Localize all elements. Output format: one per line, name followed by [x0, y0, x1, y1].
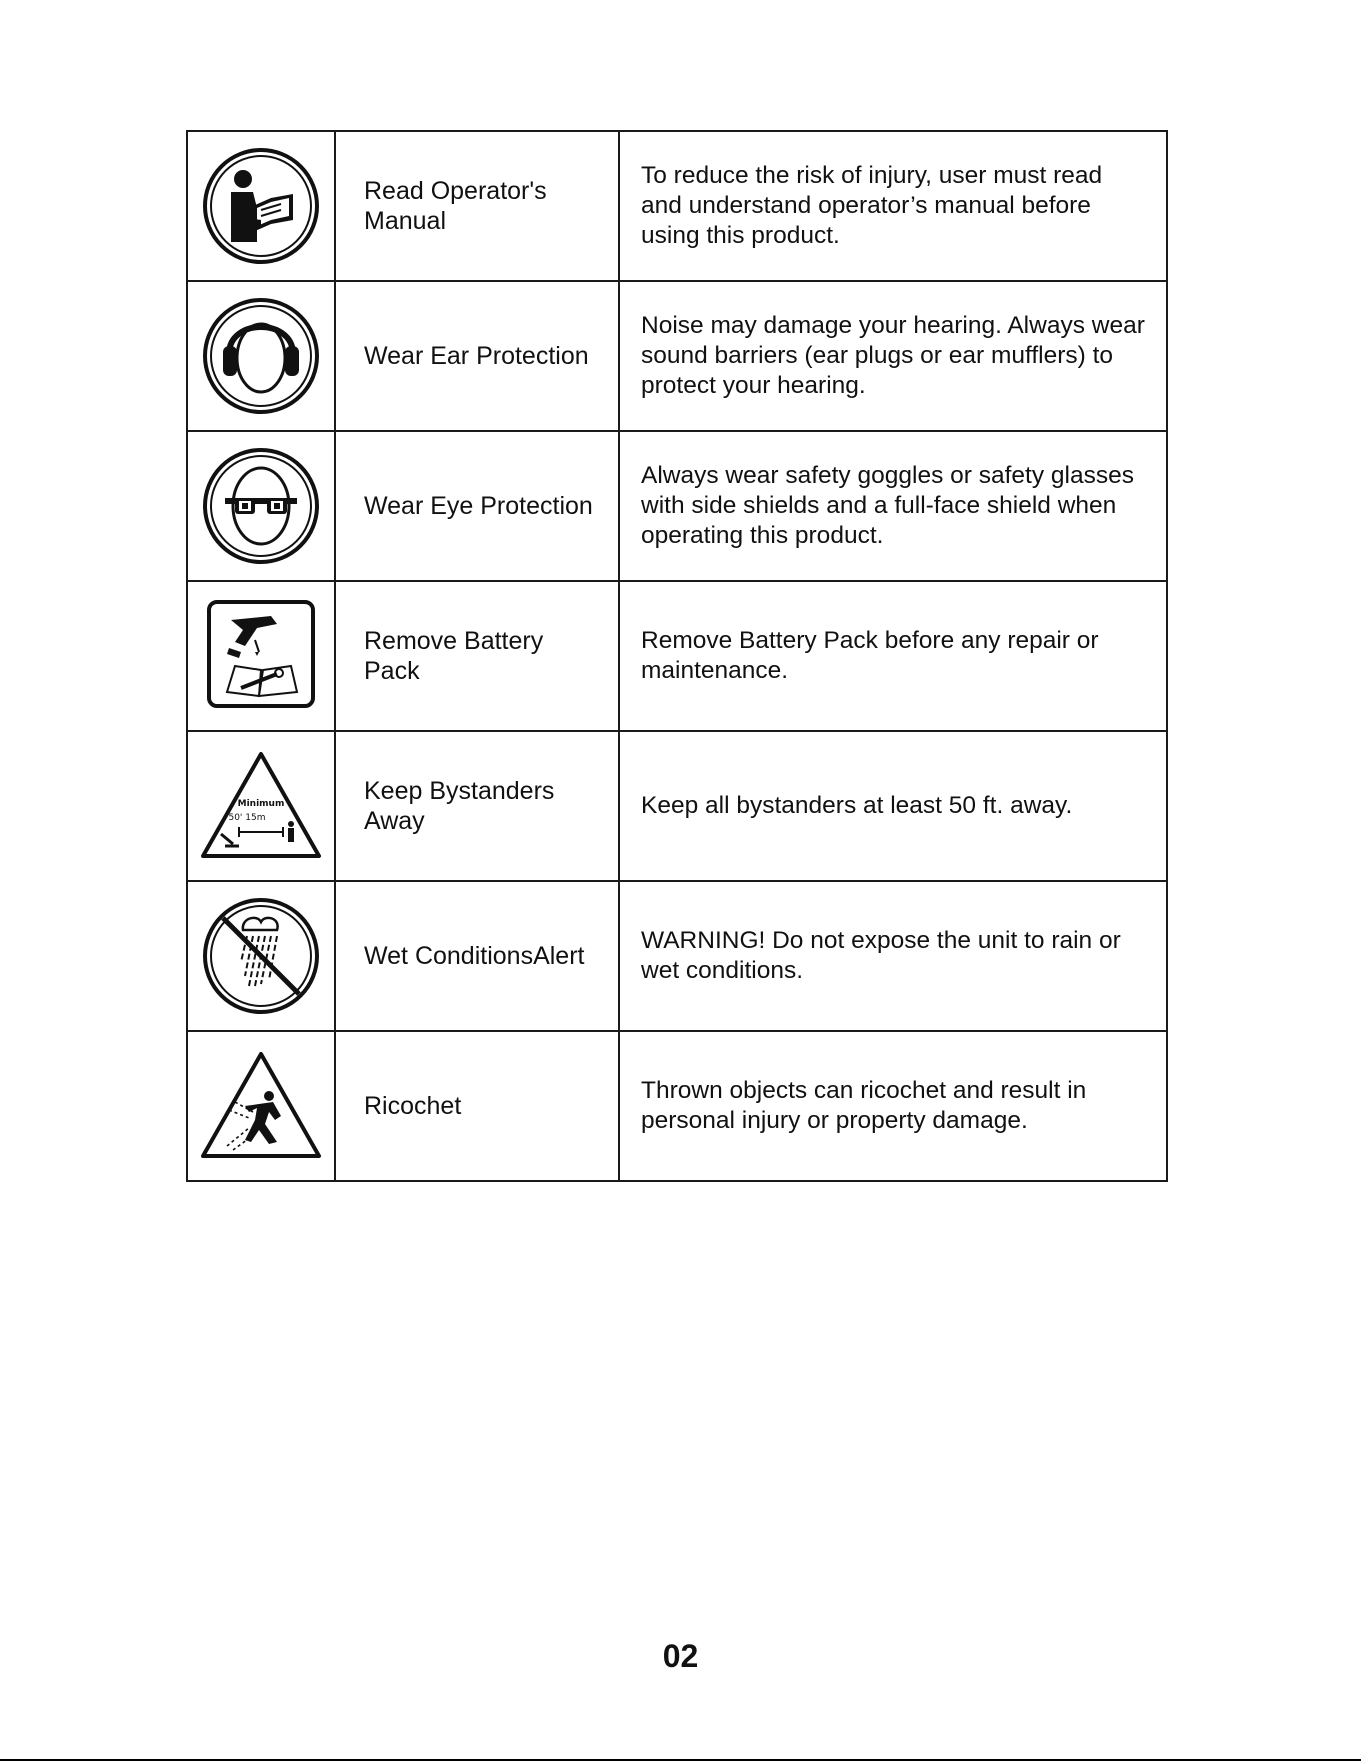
desc-line: protect your hearing. [641, 372, 866, 399]
minimum-label: Minimum [237, 799, 285, 809]
symbol-description [619, 281, 1167, 431]
desc-line: sound barriers (ear plugs or ear mufflers) to [641, 342, 1114, 369]
distance-label: 50' 15m [228, 813, 266, 823]
table-row [187, 1031, 1167, 1181]
desc-line: wet conditions. [641, 957, 804, 984]
symbol-name [335, 131, 619, 281]
table-row [187, 581, 1167, 731]
icon-cell [187, 731, 335, 881]
icon-cell [187, 881, 335, 1031]
table-row [187, 731, 1167, 881]
desc-line: Always wear safety goggles or safety glasses [641, 462, 1134, 489]
name-line: Read Operator's [364, 177, 547, 205]
page-number: 02 [662, 1638, 699, 1674]
safety-symbols-table [186, 130, 1168, 1182]
desc-line: To reduce the risk of injury, user must read [641, 162, 1103, 189]
symbol-name [335, 281, 619, 431]
table-row [187, 131, 1167, 281]
name-line: Pack [364, 657, 420, 685]
keep-bystanders-away-icon [199, 750, 323, 862]
desc-line: personal injury or property damage. [641, 1107, 1028, 1134]
eye-protection-icon [201, 446, 321, 566]
name-line: Wear Ear Protection [364, 342, 589, 370]
name-line: Wet ConditionsAlert [364, 942, 585, 970]
symbol-description [619, 881, 1167, 1031]
desc-line: operating this product. [641, 522, 884, 549]
name-line: Keep Bystanders [364, 777, 555, 805]
icon-cell [187, 281, 335, 431]
symbol-name [335, 581, 619, 731]
icon-cell [187, 1031, 335, 1181]
desc-line: with side shields and a full-face shield when [641, 492, 1117, 519]
no-rain-icon [201, 896, 321, 1016]
ricochet-icon [199, 1050, 323, 1162]
table-row [187, 881, 1167, 1031]
name-line: Ricochet [364, 1092, 462, 1120]
symbol-name [335, 1031, 619, 1181]
table-row [187, 281, 1167, 431]
name-line: Remove Battery [364, 627, 544, 655]
icon-cell [187, 431, 335, 581]
read-manual-icon [201, 146, 321, 266]
desc-line: Thrown objects can ricochet and result in [641, 1077, 1087, 1104]
desc-line: Keep all bystanders at least 50 ft. away. [641, 792, 1073, 819]
desc-line: WARNING! Do not expose the unit to rain or [641, 927, 1121, 954]
name-line: Wear Eye Protection [364, 492, 593, 520]
symbol-name [335, 881, 619, 1031]
desc-line: using this product. [641, 222, 840, 249]
name-line: Away [364, 807, 425, 835]
table-row [187, 431, 1167, 581]
desc-line: Remove Battery Pack before any repair or [641, 627, 1099, 654]
symbol-description [619, 131, 1167, 281]
symbol-description [619, 731, 1167, 881]
desc-line: Noise may damage your hearing. Always wear [641, 312, 1145, 339]
icon-cell [187, 581, 335, 731]
symbol-name [335, 431, 619, 581]
symbol-name [335, 731, 619, 881]
symbol-description [619, 431, 1167, 581]
icon-cell [187, 131, 335, 281]
name-line: Manual [364, 207, 446, 235]
symbol-description [619, 1031, 1167, 1181]
desc-line: and understand operator’s manual before [641, 192, 1091, 219]
desc-line: maintenance. [641, 657, 789, 684]
symbol-description [619, 581, 1167, 731]
remove-battery-icon [201, 596, 321, 716]
ear-protection-icon [201, 296, 321, 416]
